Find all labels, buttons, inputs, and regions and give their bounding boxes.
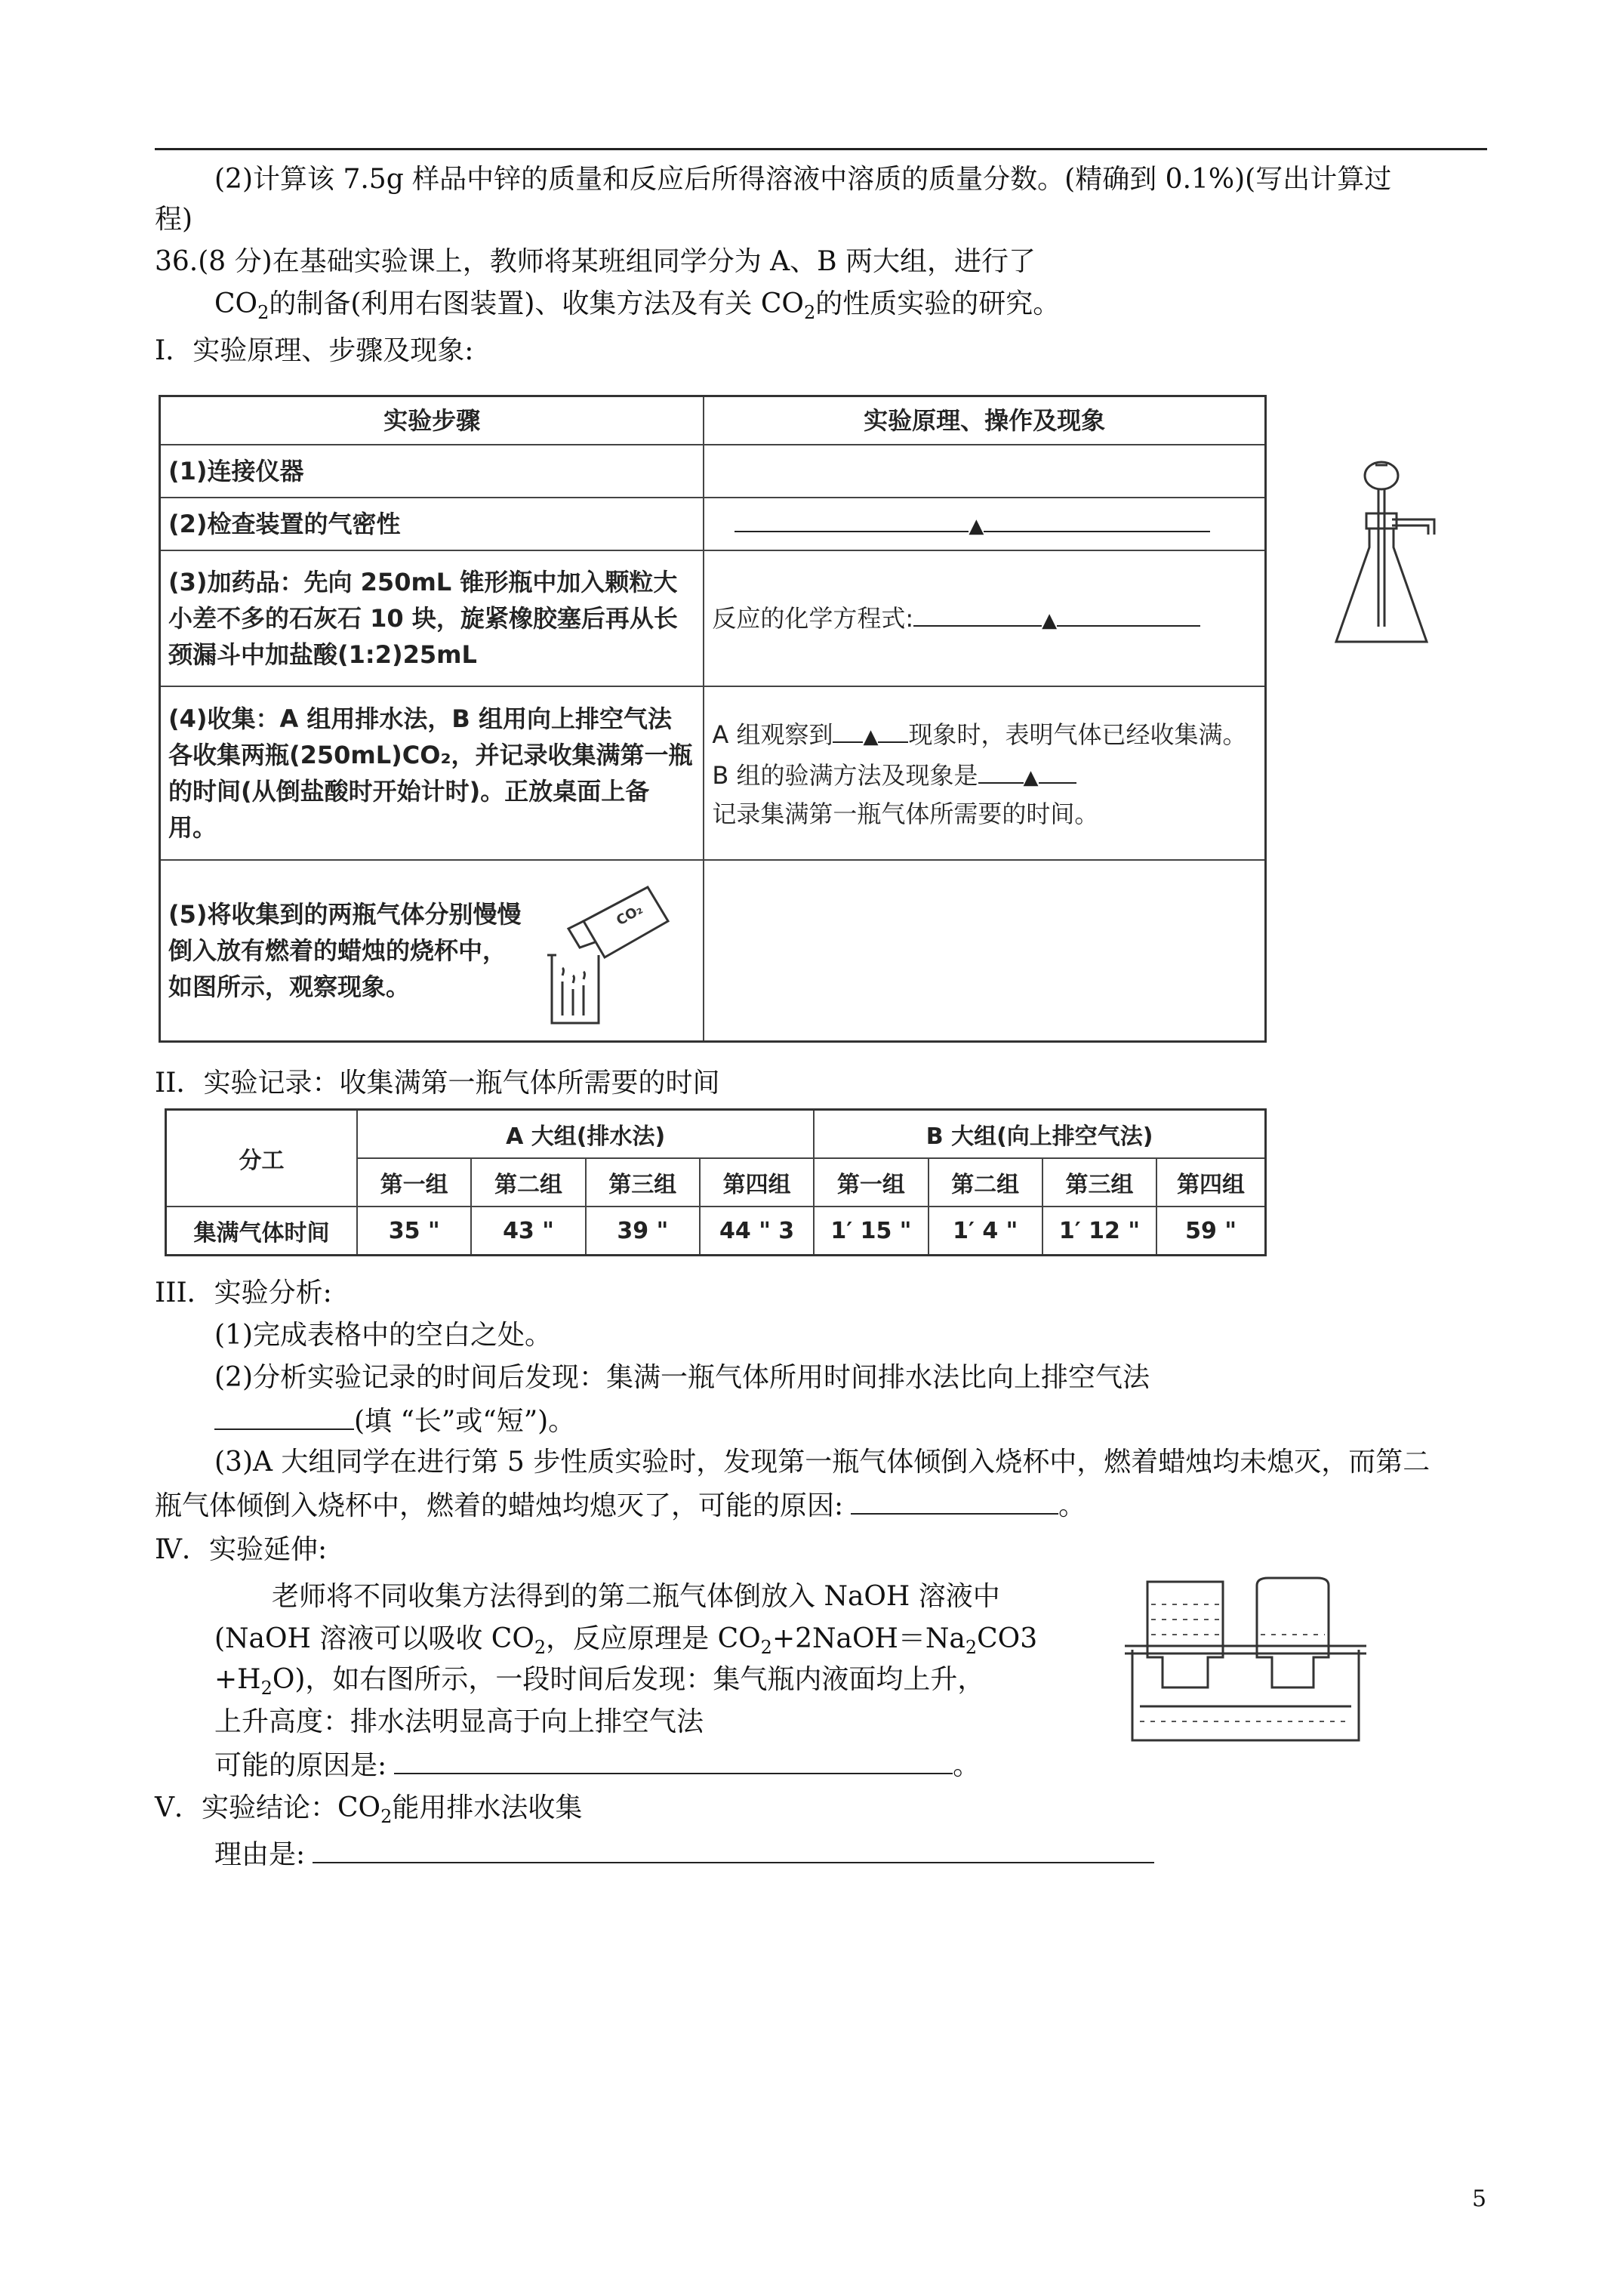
- subgroup-header: 第三组: [586, 1158, 700, 1207]
- table-row: [166, 1110, 1266, 1159]
- procedure-table: [159, 395, 1267, 1043]
- analysis-q2: (2)分析实验记录的时间后发现：集满一瓶气体所用时间排水法比向上排空气法: [214, 1362, 1150, 1393]
- section5-title: V．实验结论：$CO_2$能用排水法收集: [155, 1792, 583, 1828]
- extension-line4: 上升高度：排水法明显高于向上排空气法: [214, 1706, 704, 1737]
- table-row: [160, 686, 1266, 860]
- analysis-q3: (3)A 大组同学在进行第 5 步性质实验时，发现第一瓶气体倾倒入烧杯中，燃着蜡烛均未熄灭，而第二: [214, 1447, 1431, 1478]
- time-cell: 1′ 12 ": [1042, 1207, 1156, 1256]
- table-row: [160, 445, 1266, 498]
- flask-apparatus-figure: [1329, 453, 1464, 657]
- analysis-q1: (1)完成表格中的空白之处。: [214, 1320, 552, 1351]
- division-header: 分工: [166, 1110, 358, 1207]
- section4-title: Ⅳ．实验延伸:: [155, 1534, 328, 1565]
- subgroup-header: 第四组: [1156, 1158, 1265, 1207]
- section2-title: II．实验记录：收集满第一瓶气体所需要的时间: [155, 1068, 720, 1099]
- pouring-co2-figure: [538, 876, 674, 1034]
- header-steps: 实验步骤: [160, 396, 704, 445]
- step2: (2)检查装置的气密性: [160, 498, 704, 550]
- time-cell: 43 ": [471, 1207, 585, 1256]
- time-cell: 35 ": [357, 1207, 471, 1256]
- q36-intro-line2: $CO_2$的制备(利用右图装置)、收集方法及有关 $CO_2$的性质实验的研究。: [214, 288, 1061, 324]
- q36-intro-line1: 36.(8 分)在基础实验课上，教师将某班组同学分为 A、B 两大组，进行了: [155, 246, 1036, 277]
- answer-marker: ▲: [969, 515, 984, 538]
- subgroup-header: 第一组: [357, 1158, 471, 1207]
- time-cell: 44 " 3: [700, 1207, 814, 1256]
- time-cell: 1′ 15 ": [814, 1207, 928, 1256]
- step4-answer: A 组观察到 ▲ 现象时，表明气体已经收集满。B 组的验满方法及现象是 ▲ 记录集满第一瓶气体所需要的时间。: [704, 686, 1265, 860]
- extension-line1: 老师将不同收集方法得到的第二瓶气体倒放入 NaOH 溶液中: [272, 1581, 1000, 1612]
- q35-part2-cont: 程): [155, 204, 193, 235]
- section1-title: I．实验原理、步骤及现象:: [155, 335, 474, 366]
- answer-marker: ▲: [1042, 609, 1058, 632]
- q35-part2: (2)计算该 7.5g 样品中锌的质量和反应后所得溶液中溶质的质量分数。(精确到 0.1%)(写出计算过: [214, 164, 1392, 195]
- subgroup-header: 第二组: [929, 1158, 1042, 1207]
- subgroup-header: 第四组: [700, 1158, 814, 1207]
- subgroup-header: 第二组: [471, 1158, 585, 1207]
- section3-title: III．实验分析:: [155, 1277, 332, 1308]
- header-principle: 实验原理、操作及现象: [704, 396, 1265, 445]
- table-row: [160, 498, 1266, 550]
- extension-line2: (NaOH 溶液可以吸收 $CO_2$，反应原理是 $CO_2+2NaOH=Na_2CO3$: [214, 1623, 1038, 1659]
- time-cell: 59 ": [1156, 1207, 1265, 1256]
- step3: (3)加药品：先向 250mL 锥形瓶中加入颗粒大小差不多的石灰石 10 块，旋紧橡胶塞后再从长颈漏斗中加盐酸(1:2)25mL: [160, 550, 704, 686]
- step1-answer: [704, 445, 1265, 498]
- table-row: [160, 550, 1266, 686]
- time-cell: 39 ": [586, 1207, 700, 1256]
- group-a-header: A 大组(排水法): [357, 1110, 814, 1159]
- step2-answer: [704, 498, 1265, 550]
- header-rule: [155, 148, 1487, 150]
- group-b-header: B 大组(向上排空气法): [814, 1110, 1265, 1159]
- step5: (5)将收集到的两瓶气体分别慢慢倒入放有燃着的蜡烛的烧杯中，如图所示，观察现象。 CO₂: [160, 860, 704, 1041]
- extension-line3: $+H_2O$)，如右图所示，一段时间后发现：集气瓶内液面均上升，: [214, 1664, 985, 1700]
- analysis-q2-fill: (填 “长”或“短”)。: [214, 1401, 575, 1441]
- page-number: 5: [1472, 2186, 1487, 2212]
- step4: (4)收集：A 组用排水法，B 组用向上排空气法各收集两瓶(250mL)CO₂，并记录收集满第一瓶的时间(从倒盐酸时开始计时)。正放桌面上备用。: [160, 686, 704, 860]
- naoh-trough-figure: [1117, 1574, 1404, 1748]
- subgroup-header: 第一组: [814, 1158, 928, 1207]
- co2-label: CO₂: [614, 901, 646, 929]
- extension-line5: 可能的原因是: 。: [214, 1746, 980, 1785]
- table-row: [166, 1207, 1266, 1256]
- subgroup-header: 第三组: [1042, 1158, 1156, 1207]
- step5-answer: [704, 860, 1265, 1041]
- analysis-q3-cont: 瓶气体倾倒入烧杯中，燃着的蜡烛均熄灭了，可能的原因: 。: [155, 1486, 1086, 1525]
- time-cell: 1′ 4 ": [929, 1207, 1042, 1256]
- record-table: [165, 1108, 1267, 1256]
- step3-answer: 反应的化学方程式: ▲: [704, 550, 1265, 686]
- table-row: [160, 860, 1266, 1041]
- step1: (1)连接仪器: [160, 445, 704, 498]
- time-row-label: 集满气体时间: [166, 1207, 358, 1256]
- table-header-row: [160, 396, 1266, 445]
- conclusion-reason: 理由是:: [214, 1835, 1154, 1874]
